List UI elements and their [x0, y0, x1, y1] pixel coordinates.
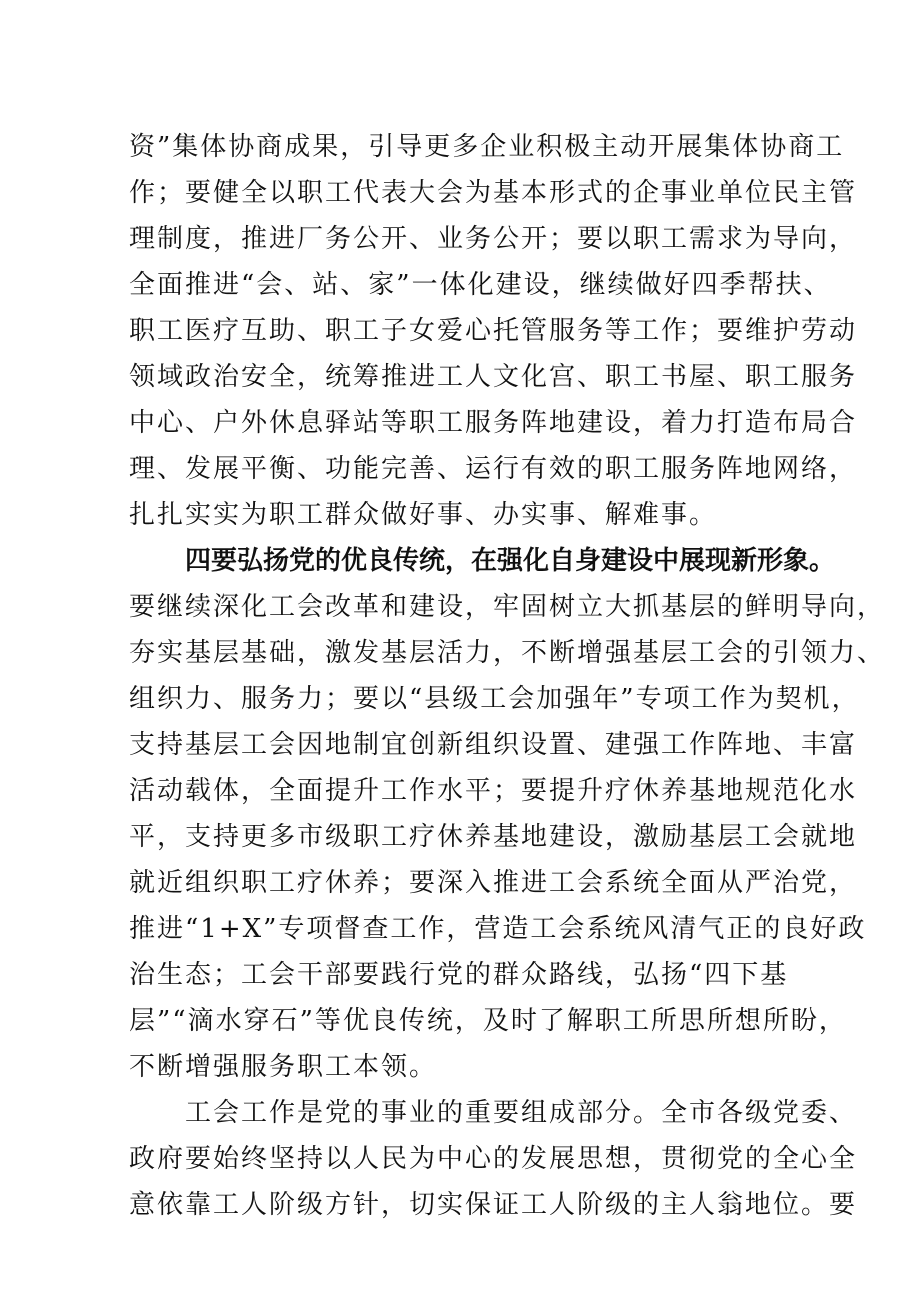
text-line: 治生态；工会干部要践行党的群众路线，弘扬“四下基: [129, 960, 789, 990]
text-line: 资”集体协商成果，引导更多企业积极主动开展集体协商工: [129, 132, 845, 162]
text-line: 职工医疗互助、职工子女爱心托管服务等工作；要维护劳动: [129, 316, 858, 346]
text-line: 政府要始终坚持以人民为中心的发展思想，贯彻党的全心全: [129, 1144, 858, 1174]
text-line: 层”“滴水穿石”等优良传统，及时了解职工所思所想所盼，: [129, 1006, 847, 1036]
text-line: 中心、户外休息驿站等职工服务阵地建设，着力打造布局合: [129, 408, 858, 438]
text-line: 夯实基层基础，激发基层活力，不断增强基层工会的引领力、: [129, 638, 886, 668]
text-line: 工会工作是党的事业的重要组成部分。全市各级党委、: [185, 1098, 858, 1128]
text-line: 理、发展平衡、功能完善、运行有效的职工服务阵地网络，: [129, 454, 858, 484]
section-heading: 四要弘扬党的优良传统，在强化自身建设中展现新形象。: [185, 546, 836, 576]
text-line: 活动载体，全面提升工作水平；要提升疗休养基地规范化水: [129, 776, 858, 806]
text-line: 就近组织职工疗休养；要深入推进工会系统全面从严治党，: [129, 868, 858, 898]
text-line: 作；要健全以职工代表大会为基本形式的企事业单位民主管: [129, 178, 858, 208]
text-line: 理制度，推进厂务公开、业务公开；要以职工需求为导向，: [129, 224, 858, 254]
text-line: 推进“1+X”专项督查工作，营造工会系统风清气正的良好政: [129, 914, 867, 944]
text-line: 组织力、服务力；要以“县级工会加强年”专项工作为契机，: [129, 684, 860, 714]
text-line: 意依靠工人阶级方针，切实保证工人阶级的主人翁地位。要: [129, 1190, 858, 1220]
text-line: 领域政治安全，统筹推进工人文化宫、职工书屋、职工服务: [129, 362, 858, 392]
document-body: [129, 124, 886, 1228]
text-line: 支持基层工会因地制宜创新组织设置、建强工作阵地、丰富: [129, 730, 858, 760]
text-line: 扎扎实实为职工群众做好事、办实事、解难事。: [129, 500, 718, 530]
text-line: 要继续深化工会改革和建设，牢固树立大抓基层的鲜明导向，: [129, 592, 886, 622]
text-line: 平，支持更多市级职工疗休养基地建设，激励基层工会就地: [129, 822, 858, 852]
text-line: 不断增强服务职工本领。: [129, 1052, 438, 1082]
text-line: 全面推进“会、站、家”一体化建设，继续做好四季帮扶、: [129, 270, 832, 300]
